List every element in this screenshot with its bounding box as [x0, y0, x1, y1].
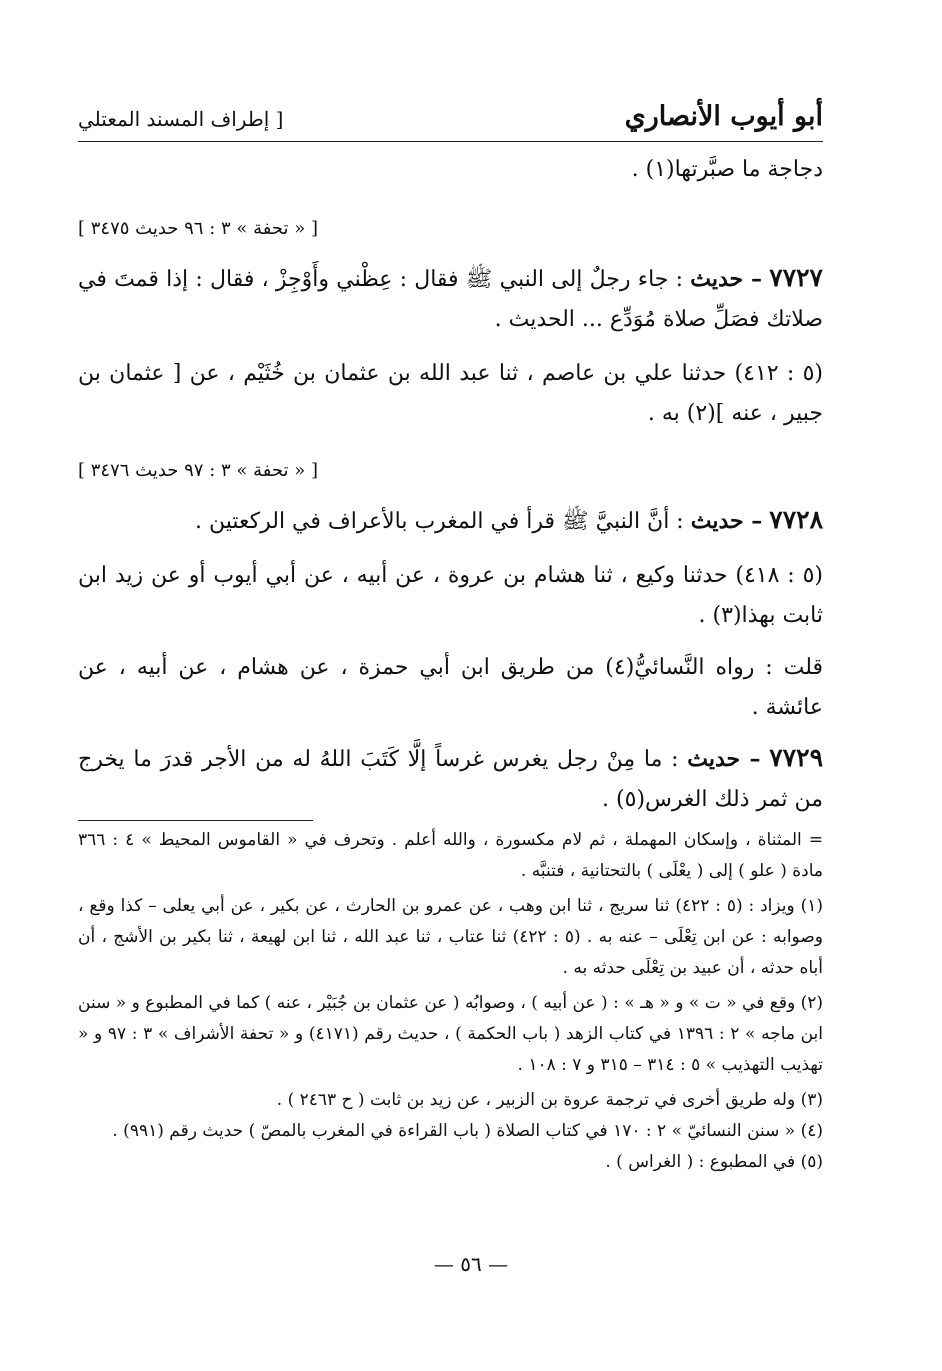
hadith-label: – حديث	[687, 746, 761, 772]
footnote: (١) ويزاد : (٥ : ٤٢٢) ثنا سريج ، ثنا ابن وهب ، عن عمرو بن الحارث ، عن بكير ، عن أبي يعلى – كذا وقع ، وصوابه : عن ابن تِعْلَى – عنه به . (٥ : ٤٢٢) ثنا عتاب ، ثنا عبد الله ، ثنا ابن لهيعة ، ثنا بكير بن الأشج ، أن أباه حدثه ، أن عبيد بن تِعْلَى حدثه به .	[78, 896, 823, 978]
footnote: = المثناة ، وإسكان المهملة ، ثم لام مكسورة ، والله أعلم . وتحرف في « القاموس المحيط » ٤ : ٣٦٦ مادة ( علو ) إلى ( يعْلَى ) بالتحتانية ، فتنبَّه .	[78, 830, 823, 881]
footnote: (٢) وقع في « ت » و « هـ » : ( عن أبيه ) ، وصوابُه ( عن عثمان بن جُبَيْر ، عنه ) كما في المطبوع و « سنن ابن ماجه » ٢ : ١٣٩٦ في كتاب الزهد ( باب الحكمة ) ، حديث رقم (٤١٧١) و « تحفة الأشراف » ٣ : ٩٧ و « تهذيب التهذيب » ٥ : ٣١٤ – ٣١٥ و ٧ : ١٠٨ .	[78, 993, 824, 1075]
hadith-number: ٧٧٢٩	[769, 743, 824, 772]
isnad-paragraph: (٥ : ٤١٢) حدثنا علي بن عاصم ، ثنا عبد الله بن عثمان بن خُثَيْم ، عن [ عثمان بن جبير ، عنه ](٢) به .	[78, 361, 824, 426]
hadith-text: : جاء رجلٌ إلى النبي ﷺ فقال : عِظْني وأَوْجِزْ ، فقال : إذا قمتَ في صلاتك فصَلِّ صلاة مُوَدِّع ... الحديث .	[78, 267, 823, 332]
isnad-paragraph: (٥ : ٤١٨) حدثنا وكيع ، ثنا هشام بن عروة ، عن أبيه ، عن أبي أيوب أو عن زيد ابن ثابت بهذا(٣) .	[78, 563, 823, 628]
page-body	[78, 95, 823, 1178]
hadith-text: : ما مِنْ رجل يغرس غرساً إلَّا كَتَبَ اللهُ له من الأجر قدرَ ما يخرج من ثمر ذلك الغرس(٥) .	[78, 747, 823, 812]
hadith-label: – حديث	[690, 508, 763, 534]
hadith-entry	[78, 258, 823, 340]
footnotes	[78, 825, 823, 1178]
hadith-text: : أنَّ النبيَّ ﷺ قرأ في المغرب بالأعراف في الركعتين .	[195, 509, 684, 534]
hadith-number: ٧٧٢٧	[769, 263, 823, 292]
footnote-separator	[78, 820, 313, 821]
comment-paragraph: قلت : رواه النَّسائيُّ(٤) من طريق ابن أبي حمزة ، عن هشام ، عن أبيه ، عن عائشة .	[78, 655, 823, 720]
hadith-entry	[78, 738, 823, 820]
running-header	[78, 95, 823, 142]
footnote: (٣) وله طريق أخرى في ترجمة عروة بن الزبير ، عن زيد بن ثابت ( ح ٢٤٦٣ ) .	[276, 1090, 823, 1110]
hadith-number: ٧٧٢٨	[769, 505, 823, 534]
header-title: أبو أيوب الأنصاري	[624, 101, 823, 132]
hadith-label: – حديث	[690, 266, 763, 292]
hadith-entry	[78, 500, 823, 542]
page-number: — ٥٦ —	[433, 1252, 509, 1276]
tuhfa-reference: [ « تحفة » ٣ : ٩٦ حديث ٣٤٧٥ ]	[78, 218, 318, 239]
footnote: (٥) في المطبوع : ( الغراس ) .	[605, 1152, 823, 1172]
paragraph: دجاجة ما صبَّرتها(١) .	[631, 157, 823, 182]
footnote: (٤) « سنن النسائيّ » ٢ : ١٧٠ في كتاب الصلاة ( باب القراءة في المغرب بالمصّ ) حديث رقم (٩٩١) .	[112, 1121, 823, 1141]
tuhfa-reference: [ « تحفة » ٣ : ٩٧ حديث ٣٤٧٦ ]	[78, 460, 318, 481]
header-book-title: [ إطراف المسند المعتلي	[78, 107, 284, 131]
